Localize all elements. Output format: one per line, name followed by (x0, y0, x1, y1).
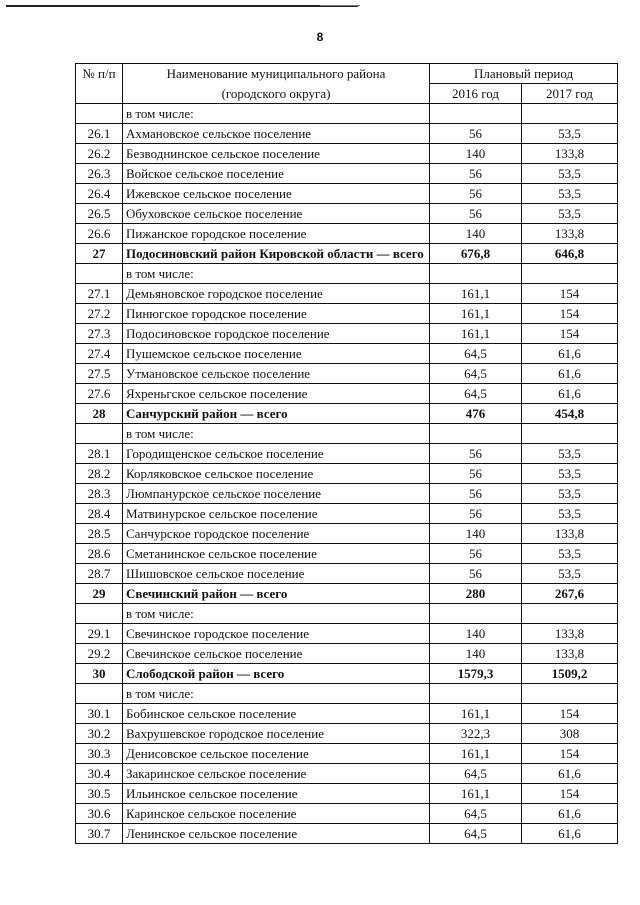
top-rule-faint (320, 5, 360, 6)
row-value-2016: 322,3 (430, 724, 522, 744)
row-number: 28 (76, 404, 123, 424)
table-row (76, 824, 618, 844)
row-number: 28.1 (76, 444, 123, 464)
row-name: Утмановское сельское поселение (123, 364, 430, 384)
row-value-2017 (522, 104, 618, 124)
table-row-subheading (76, 264, 618, 284)
row-name: в том числе: (123, 684, 430, 704)
row-value-2016: 64,5 (430, 804, 522, 824)
row-value-2017: 133,8 (522, 524, 618, 544)
budget-table (75, 63, 618, 844)
row-number: 28.7 (76, 564, 123, 584)
table-row (76, 144, 618, 164)
row-value-2016: 56 (430, 184, 522, 204)
row-name: Санчурский район — всего (123, 404, 430, 424)
row-number (76, 264, 123, 284)
row-number: 30.4 (76, 764, 123, 784)
row-number (76, 104, 123, 124)
row-name: Денисовское сельское поселение (123, 744, 430, 764)
row-value-2016: 1579,3 (430, 664, 522, 684)
row-value-2016: 161,1 (430, 304, 522, 324)
page-number: 8 (316, 30, 324, 44)
row-value-2017: 53,5 (522, 484, 618, 504)
row-value-2017 (522, 684, 618, 704)
row-value-2016: 161,1 (430, 744, 522, 764)
row-value-2016: 676,8 (430, 244, 522, 264)
table-row (76, 304, 618, 324)
row-name: Закаринское сельское поселение (123, 764, 430, 784)
row-name: Подосиновское городское поселение (123, 324, 430, 344)
row-number: 30 (76, 664, 123, 684)
table-row (76, 724, 618, 744)
row-value-2016: 56 (430, 564, 522, 584)
row-value-2017: 133,8 (522, 644, 618, 664)
header-planned-period: Плановый период (430, 64, 618, 84)
table-row (76, 564, 618, 584)
row-name: в том числе: (123, 104, 430, 124)
row-number: 27.1 (76, 284, 123, 304)
table-row (76, 784, 618, 804)
row-name: в том числе: (123, 424, 430, 444)
row-value-2017: 53,5 (522, 444, 618, 464)
header-name-line1: Наименование муниципального района (123, 64, 430, 84)
table-row-subheading (76, 424, 618, 444)
row-number: 26.1 (76, 124, 123, 144)
row-name: Подосиновский район Кировской области — всего (123, 244, 430, 264)
row-number: 27.2 (76, 304, 123, 324)
row-value-2017: 53,5 (522, 124, 618, 144)
row-value-2017: 154 (522, 304, 618, 324)
row-value-2017: 154 (522, 284, 618, 304)
table-row-total (76, 584, 618, 604)
table-row (76, 744, 618, 764)
row-value-2016: 56 (430, 544, 522, 564)
table-row (76, 544, 618, 564)
row-value-2016: 64,5 (430, 384, 522, 404)
table-row (76, 644, 618, 664)
table-row (76, 504, 618, 524)
table-row (76, 464, 618, 484)
row-number: 26.4 (76, 184, 123, 204)
header-num: № п/п (76, 64, 123, 84)
row-name: Слободской район — всего (123, 664, 430, 684)
table-row-subheading (76, 604, 618, 624)
row-name: Свечинское городское поселение (123, 624, 430, 644)
header-name-line2: (городского округа) (123, 84, 430, 104)
row-value-2016: 476 (430, 404, 522, 424)
table-row (76, 384, 618, 404)
row-value-2017: 53,5 (522, 504, 618, 524)
table-body (76, 104, 618, 844)
table-row (76, 124, 618, 144)
row-value-2017: 53,5 (522, 564, 618, 584)
table-row (76, 484, 618, 504)
table-header-row (76, 84, 618, 104)
row-number: 26.3 (76, 164, 123, 184)
row-number: 30.2 (76, 724, 123, 744)
table-row (76, 364, 618, 384)
row-value-2017: 267,6 (522, 584, 618, 604)
row-number: 29.2 (76, 644, 123, 664)
row-value-2017: 53,5 (522, 464, 618, 484)
table-row-subheading (76, 104, 618, 124)
table-row (76, 184, 618, 204)
row-value-2017: 61,6 (522, 344, 618, 364)
row-value-2017: 53,5 (522, 544, 618, 564)
table-row (76, 324, 618, 344)
row-number: 30.7 (76, 824, 123, 844)
row-value-2017: 53,5 (522, 204, 618, 224)
row-name: Ижевское сельское поселение (123, 184, 430, 204)
header-num-cont (76, 84, 123, 104)
row-value-2016: 56 (430, 484, 522, 504)
row-value-2017: 61,6 (522, 804, 618, 824)
row-value-2016 (430, 424, 522, 444)
row-value-2016: 64,5 (430, 764, 522, 784)
row-number: 27.3 (76, 324, 123, 344)
table-row (76, 224, 618, 244)
row-name: в том числе: (123, 264, 430, 284)
row-name: Пинюгское городское поселение (123, 304, 430, 324)
row-value-2016: 64,5 (430, 344, 522, 364)
row-number: 27.6 (76, 384, 123, 404)
row-number: 27 (76, 244, 123, 264)
row-value-2016 (430, 684, 522, 704)
row-value-2017 (522, 604, 618, 624)
row-name: Пижанское городское поселение (123, 224, 430, 244)
row-name: Ленинское сельское поселение (123, 824, 430, 844)
row-number: 26.2 (76, 144, 123, 164)
row-number: 28.4 (76, 504, 123, 524)
row-name: Вахрушевское городское поселение (123, 724, 430, 744)
row-value-2017: 61,6 (522, 384, 618, 404)
row-value-2016 (430, 604, 522, 624)
row-name: Яхреньгское сельское поселение (123, 384, 430, 404)
table-row (76, 804, 618, 824)
table-row-total (76, 404, 618, 424)
row-value-2016: 161,1 (430, 784, 522, 804)
row-name: Обуховское сельское поселение (123, 204, 430, 224)
row-value-2017: 53,5 (522, 184, 618, 204)
table-row (76, 204, 618, 224)
row-name: Матвинурское сельское поселение (123, 504, 430, 524)
row-name: Ильинское сельское поселение (123, 784, 430, 804)
row-value-2016: 56 (430, 204, 522, 224)
row-number: 30.1 (76, 704, 123, 724)
row-value-2017: 61,6 (522, 764, 618, 784)
row-value-2017: 154 (522, 324, 618, 344)
top-rule (6, 5, 358, 7)
row-value-2016: 140 (430, 224, 522, 244)
table-row (76, 344, 618, 364)
row-value-2017: 61,6 (522, 364, 618, 384)
row-name: Каринское сельское поселение (123, 804, 430, 824)
row-value-2016: 140 (430, 624, 522, 644)
row-name: в том числе: (123, 604, 430, 624)
row-name: Свечинское сельское поселение (123, 644, 430, 664)
row-number: 30.5 (76, 784, 123, 804)
table-row (76, 704, 618, 724)
row-value-2016: 161,1 (430, 284, 522, 304)
row-number (76, 424, 123, 444)
row-value-2017: 154 (522, 784, 618, 804)
row-value-2016: 140 (430, 644, 522, 664)
table-row (76, 284, 618, 304)
row-value-2016: 161,1 (430, 324, 522, 344)
table-row (76, 444, 618, 464)
row-name: Корляковское сельское поселение (123, 464, 430, 484)
row-value-2017 (522, 424, 618, 444)
table-row-total (76, 664, 618, 684)
row-value-2017: 133,8 (522, 144, 618, 164)
row-name: Войское сельское поселение (123, 164, 430, 184)
row-value-2016: 56 (430, 504, 522, 524)
row-value-2017: 154 (522, 704, 618, 724)
row-name: Свечинский район — всего (123, 584, 430, 604)
row-number: 29.1 (76, 624, 123, 644)
table-row (76, 164, 618, 184)
row-value-2016: 280 (430, 584, 522, 604)
table-row (76, 624, 618, 644)
row-number: 28.2 (76, 464, 123, 484)
row-number: 26.5 (76, 204, 123, 224)
row-value-2017: 53,5 (522, 164, 618, 184)
table-row (76, 524, 618, 544)
row-value-2016 (430, 104, 522, 124)
row-value-2016: 56 (430, 444, 522, 464)
row-value-2016: 56 (430, 164, 522, 184)
row-value-2016: 140 (430, 524, 522, 544)
row-number: 28.6 (76, 544, 123, 564)
row-name: Городищенское сельское поселение (123, 444, 430, 464)
row-value-2016 (430, 264, 522, 284)
row-number (76, 684, 123, 704)
row-value-2017: 133,8 (522, 624, 618, 644)
row-name: Люмпанурское сельское поселение (123, 484, 430, 504)
row-value-2016: 140 (430, 144, 522, 164)
row-value-2016: 161,1 (430, 704, 522, 724)
table-row-total (76, 244, 618, 264)
row-value-2017 (522, 264, 618, 284)
row-name: Ахмановское сельское поселение (123, 124, 430, 144)
row-name: Санчурское городское поселение (123, 524, 430, 544)
row-number (76, 604, 123, 624)
row-number: 29 (76, 584, 123, 604)
row-value-2017: 133,8 (522, 224, 618, 244)
row-value-2017: 1509,2 (522, 664, 618, 684)
row-value-2017: 646,8 (522, 244, 618, 264)
table-row (76, 764, 618, 784)
row-number: 27.4 (76, 344, 123, 364)
row-value-2016: 64,5 (430, 364, 522, 384)
row-number: 27.5 (76, 364, 123, 384)
row-number: 30.3 (76, 744, 123, 764)
row-value-2017: 454,8 (522, 404, 618, 424)
row-value-2017: 61,6 (522, 824, 618, 844)
table-header-row (76, 64, 618, 84)
row-number: 26.6 (76, 224, 123, 244)
table-row-subheading (76, 684, 618, 704)
row-number: 28.3 (76, 484, 123, 504)
row-name: Пушемское сельское поселение (123, 344, 430, 364)
row-value-2017: 308 (522, 724, 618, 744)
row-name: Шишовское сельское поселение (123, 564, 430, 584)
row-name: Демьяновское городское поселение (123, 284, 430, 304)
row-value-2017: 154 (522, 744, 618, 764)
row-value-2016: 64,5 (430, 824, 522, 844)
row-number: 30.6 (76, 804, 123, 824)
header-year-2017: 2017 год (522, 84, 618, 104)
header-year-2016: 2016 год (430, 84, 522, 104)
row-name: Безводнинское сельское поселение (123, 144, 430, 164)
row-number: 28.5 (76, 524, 123, 544)
row-name: Сметанинское сельское поселение (123, 544, 430, 564)
row-value-2016: 56 (430, 124, 522, 144)
row-name: Бобинское сельское поселение (123, 704, 430, 724)
row-value-2016: 56 (430, 464, 522, 484)
